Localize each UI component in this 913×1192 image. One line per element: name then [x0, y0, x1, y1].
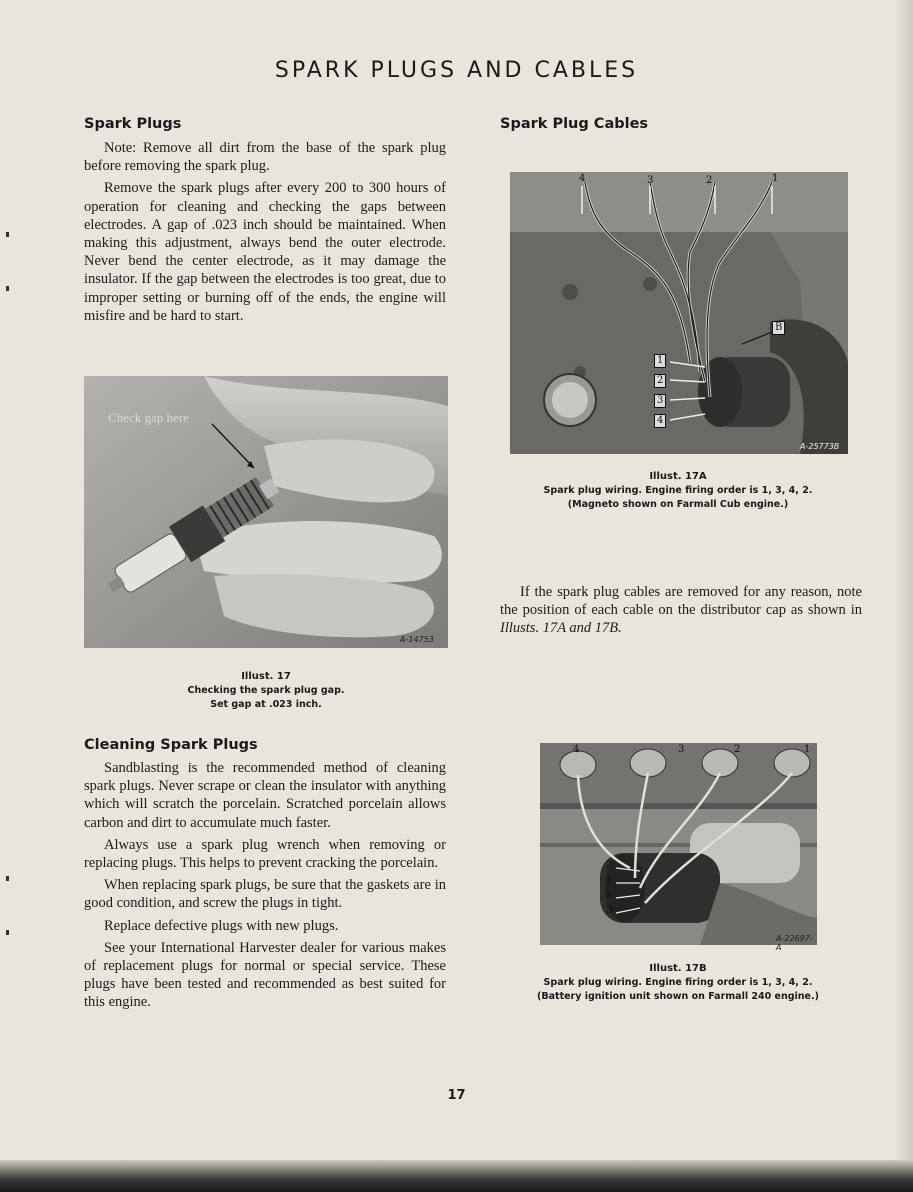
illust-17a-caption-line2: (Magneto shown on Farmall Cub engine.) [567, 499, 789, 510]
illust-17a-caption-line1: Spark plug wiring. Engine firing order is 1, 3, 4, 2. [543, 485, 813, 496]
margin-mark [6, 286, 9, 291]
illust-17a-caption [500, 470, 856, 512]
check-gap-callout: Check gap here [108, 410, 189, 425]
illust-17a-label: Illust. 17A [649, 471, 707, 482]
margin-mark [6, 876, 9, 881]
battery-ignition-photo-drawing [540, 743, 817, 945]
illust-17b-caption-line1: Spark plug wiring. Engine firing order is 1, 3, 4, 2. [543, 977, 813, 988]
illust-17-label: Illust. 17 [241, 671, 291, 682]
illust-17b-label: Illust. 17B [649, 963, 707, 974]
cleaning-paragraph: Always use a spark plug wrench when removing or replacing plugs. This helps to prevent cracking the porcelain. [84, 836, 446, 872]
cleaning-paragraph: When replacing spark plugs, be sure that the gaskets are in good condition, and screw the plugs in tight. [84, 877, 446, 912]
spark-plugs-text [84, 139, 446, 329]
cleaning-paragraph: Sandblasting is the recommended method of cleaning spark plugs. Never scrape or clean the insulator with anything which will scratch the porcelain. Scratched porcelain allows carbon and dirt to accumulate much faster. [84, 760, 446, 831]
note-label: Note: [104, 140, 137, 156]
cable-number-label: 2 [734, 744, 741, 755]
cleaning-heading: Cleaning Spark Plugs [84, 737, 258, 753]
illust-17a-photo [510, 172, 848, 454]
spark-plugs-heading: Spark Plugs [84, 116, 182, 132]
gap-paragraph: Remove the spark plugs after every 200 to 300 hours of operation for cleaning and checking the gaps between electrodes. A gap of .023 inch should be maintained. When making this adjustment, always bend the outer electrode. Never bend the center electrode, as it may damage the insulator. If the gap between the electrodes is too great, due to improper setting or burning off of the ends, the engine will misfire and be hard to start. [84, 180, 446, 324]
illust-17b-ref: A-22697-A [776, 934, 813, 952]
illust-17-photo [84, 376, 448, 648]
illust-17b-caption [500, 962, 856, 1004]
cables-paragraph [500, 583, 862, 638]
spark-plug-cables-heading: Spark Plug Cables [500, 116, 649, 132]
cables-paragraph-text: If the spark plug cables are removed for any reason, note the position of each cable on the distributor cap as shown in [500, 584, 862, 619]
cable-number-label: 1 [804, 744, 811, 755]
cable-number-label: 3 [647, 175, 654, 186]
note-text: Remove all dirt from the base of the spark plug before removing the spark plug. [84, 140, 447, 175]
cable-number-label: 3 [678, 744, 685, 755]
note-paragraph [84, 139, 446, 175]
illust-17-caption-line2: Set gap at .023 inch. [210, 699, 322, 710]
cable-number-label: 2 [706, 175, 713, 186]
margin-mark [6, 232, 9, 237]
illust-17-caption [84, 670, 448, 712]
page-title: SPARK PLUGS AND CABLES [274, 58, 639, 83]
page-bottom-edge [0, 1160, 913, 1192]
page-number: 17 [447, 1088, 466, 1103]
margin-mark [6, 930, 9, 935]
magneto-photo-drawing [510, 172, 848, 454]
terminal-number-label: 3 [606, 905, 613, 916]
magneto-b-label: B [772, 321, 785, 335]
illust-17-caption-line1: Checking the spark plug gap. [187, 685, 345, 696]
cable-number-label: 1 [772, 173, 779, 184]
cable-number-label: 4 [573, 744, 580, 755]
illust-17b-caption-line2: (Battery ignition unit shown on Farmall 240 engine.) [537, 991, 819, 1002]
cleaning-paragraph: See your International Harvester dealer for various makes of replacement plugs for normal or special service. These plugs have been tested and recommended as best suited for this engine. [84, 939, 446, 1011]
terminal-number-label: 4 [654, 414, 666, 428]
illust-17b-photo [540, 743, 817, 952]
terminal-number-label: 1 [654, 354, 666, 368]
cables-paragraph-ref: Illusts. 17A and 17B. [500, 620, 622, 637]
terminal-number-label: 3 [654, 394, 666, 408]
terminal-number-label: 4 [606, 890, 613, 901]
illust-17a-ref: A-25773B [800, 442, 840, 451]
cleaning-paragraph: Replace defective plugs with new plugs. [104, 917, 339, 934]
terminal-number-label: 1 [606, 875, 613, 886]
cleaning-text [84, 759, 446, 1016]
illust-17-ref: A-14753 [400, 635, 434, 644]
terminal-number-label: 2 [606, 860, 613, 871]
terminal-number-label: 2 [654, 374, 666, 388]
page-edge-shadow [895, 0, 913, 1160]
cables-text [500, 583, 862, 642]
cable-number-label: 4 [579, 173, 586, 184]
